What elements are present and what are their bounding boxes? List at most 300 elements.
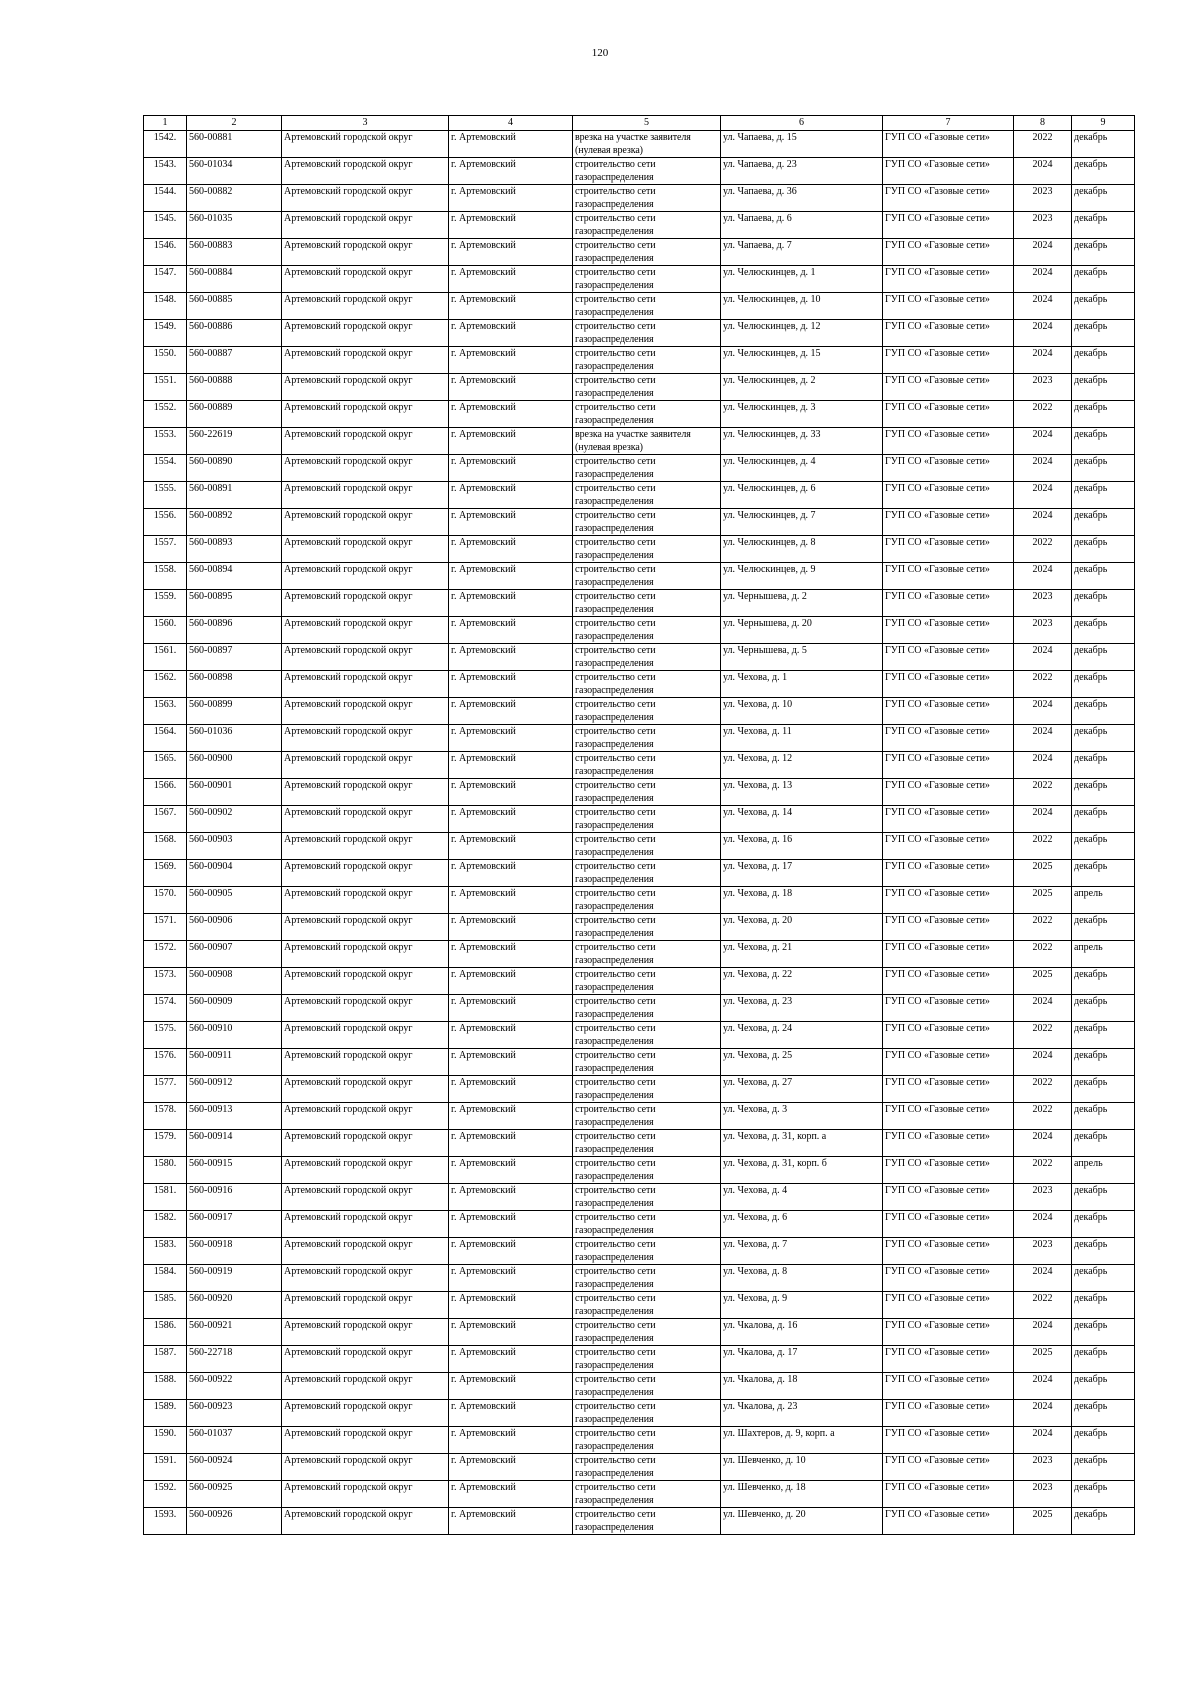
municipality-cell: Артемовский городской округ (282, 455, 449, 482)
year-cell: 2023 (1014, 1481, 1072, 1508)
row-number-cell: 1593. (144, 1508, 187, 1535)
operator-cell: ГУП СО «Газовые сети» (883, 374, 1014, 401)
month-cell: декабрь (1072, 266, 1135, 293)
work-type-cell: строительство сети газораспределения (573, 914, 721, 941)
settlement-cell: г. Артемовский (449, 1211, 573, 1238)
operator-cell: ГУП СО «Газовые сети» (883, 887, 1014, 914)
settlement-cell: г. Артемовский (449, 1400, 573, 1427)
work-type-cell: строительство сети газораспределения (573, 1319, 721, 1346)
object-code-cell: 560-00921 (187, 1319, 282, 1346)
page-number: 120 (591, 47, 609, 59)
address-cell: ул. Чернышева, д. 5 (721, 644, 883, 671)
year-cell: 2022 (1014, 536, 1072, 563)
municipality-cell: Артемовский городской округ (282, 995, 449, 1022)
object-code-cell: 560-22619 (187, 428, 282, 455)
year-cell: 2023 (1014, 374, 1072, 401)
month-cell: декабрь (1072, 1427, 1135, 1454)
header-row (144, 116, 1135, 131)
settlement-cell: г. Артемовский (449, 914, 573, 941)
month-cell: декабрь (1072, 1454, 1135, 1481)
work-type-cell: строительство сети газораспределения (573, 1481, 721, 1508)
settlement-cell: г. Артемовский (449, 671, 573, 698)
operator-cell: ГУП СО «Газовые сети» (883, 1238, 1014, 1265)
month-cell: апрель (1072, 941, 1135, 968)
year-cell: 2025 (1014, 860, 1072, 887)
year-cell: 2024 (1014, 320, 1072, 347)
object-code-cell: 560-00906 (187, 914, 282, 941)
object-code-cell: 560-00910 (187, 1022, 282, 1049)
municipality-cell: Артемовский городской округ (282, 1238, 449, 1265)
address-cell: ул. Шевченко, д. 18 (721, 1481, 883, 1508)
work-type-cell: строительство сети газораспределения (573, 347, 721, 374)
row-number-cell: 1588. (144, 1373, 187, 1400)
table-row (144, 1265, 1135, 1292)
month-cell: декабрь (1072, 428, 1135, 455)
year-cell: 2024 (1014, 347, 1072, 374)
object-code-cell: 560-00917 (187, 1211, 282, 1238)
municipality-cell: Артемовский городской округ (282, 887, 449, 914)
settlement-cell: г. Артемовский (449, 1508, 573, 1535)
address-cell: ул. Чапаева, д. 6 (721, 212, 883, 239)
municipality-cell: Артемовский городской округ (282, 1373, 449, 1400)
municipality-cell: Артемовский городской округ (282, 131, 449, 158)
settlement-cell: г. Артемовский (449, 185, 573, 212)
month-cell: декабрь (1072, 1049, 1135, 1076)
municipality-cell: Артемовский городской округ (282, 509, 449, 536)
work-type-cell: врезка на участке заявителя (нулевая врезка) (573, 428, 721, 455)
row-number-cell: 1553. (144, 428, 187, 455)
operator-cell: ГУП СО «Газовые сети» (883, 1103, 1014, 1130)
address-cell: ул. Чернышева, д. 2 (721, 590, 883, 617)
month-cell: декабрь (1072, 1265, 1135, 1292)
row-number-cell: 1559. (144, 590, 187, 617)
month-cell: декабрь (1072, 1292, 1135, 1319)
month-cell: декабрь (1072, 293, 1135, 320)
settlement-cell: г. Артемовский (449, 1103, 573, 1130)
month-cell: декабрь (1072, 347, 1135, 374)
address-cell: ул. Челюскинцев, д. 3 (721, 401, 883, 428)
row-number-cell: 1577. (144, 1076, 187, 1103)
table-row (144, 1130, 1135, 1157)
row-number-cell: 1582. (144, 1211, 187, 1238)
month-cell: декабрь (1072, 131, 1135, 158)
work-type-cell: врезка на участке заявителя (нулевая врезка) (573, 131, 721, 158)
work-type-cell: строительство сети газораспределения (573, 455, 721, 482)
municipality-cell: Артемовский городской округ (282, 212, 449, 239)
work-type-cell: строительство сети газораспределения (573, 617, 721, 644)
settlement-cell: г. Артемовский (449, 212, 573, 239)
work-type-cell: строительство сети газораспределения (573, 833, 721, 860)
address-cell: ул. Шевченко, д. 10 (721, 1454, 883, 1481)
row-number-cell: 1562. (144, 671, 187, 698)
municipality-cell: Артемовский городской округ (282, 1022, 449, 1049)
work-type-cell: строительство сети газораспределения (573, 401, 721, 428)
operator-cell: ГУП СО «Газовые сети» (883, 914, 1014, 941)
municipality-cell: Артемовский городской округ (282, 563, 449, 590)
settlement-cell: г. Артемовский (449, 266, 573, 293)
table-row (144, 1103, 1135, 1130)
operator-cell: ГУП СО «Газовые сети» (883, 725, 1014, 752)
settlement-cell: г. Артемовский (449, 806, 573, 833)
settlement-cell: г. Артемовский (449, 428, 573, 455)
address-cell: ул. Челюскинцев, д. 15 (721, 347, 883, 374)
municipality-cell: Артемовский городской округ (282, 644, 449, 671)
table-row (144, 536, 1135, 563)
year-cell: 2024 (1014, 698, 1072, 725)
month-cell: декабрь (1072, 860, 1135, 887)
year-cell: 2024 (1014, 1049, 1072, 1076)
address-cell: ул. Чапаева, д. 7 (721, 239, 883, 266)
settlement-cell: г. Артемовский (449, 482, 573, 509)
address-cell: ул. Чехова, д. 8 (721, 1265, 883, 1292)
settlement-cell: г. Артемовский (449, 158, 573, 185)
year-cell: 2024 (1014, 752, 1072, 779)
address-cell: ул. Чехова, д. 6 (721, 1211, 883, 1238)
operator-cell: ГУП СО «Газовые сети» (883, 482, 1014, 509)
address-cell: ул. Чехова, д. 31, корп. а (721, 1130, 883, 1157)
year-cell: 2022 (1014, 1292, 1072, 1319)
work-type-cell: строительство сети газораспределения (573, 671, 721, 698)
municipality-cell: Артемовский городской округ (282, 1076, 449, 1103)
column-header: 7 (883, 116, 1014, 131)
municipality-cell: Артемовский городской округ (282, 941, 449, 968)
table-row (144, 158, 1135, 185)
settlement-cell: г. Артемовский (449, 1427, 573, 1454)
table-body (144, 131, 1135, 1535)
table-row (144, 320, 1135, 347)
object-code-cell: 560-00918 (187, 1238, 282, 1265)
year-cell: 2023 (1014, 212, 1072, 239)
month-cell: декабрь (1072, 1130, 1135, 1157)
operator-cell: ГУП СО «Газовые сети» (883, 1157, 1014, 1184)
row-number-cell: 1585. (144, 1292, 187, 1319)
address-cell: ул. Шевченко, д. 20 (721, 1508, 883, 1535)
year-cell: 2023 (1014, 590, 1072, 617)
row-number-cell: 1573. (144, 968, 187, 995)
row-number-cell: 1544. (144, 185, 187, 212)
table-row (144, 806, 1135, 833)
operator-cell: ГУП СО «Газовые сети» (883, 644, 1014, 671)
municipality-cell: Артемовский городской округ (282, 806, 449, 833)
municipality-cell: Артемовский городской округ (282, 1508, 449, 1535)
settlement-cell: г. Артемовский (449, 563, 573, 590)
operator-cell: ГУП СО «Газовые сети» (883, 1130, 1014, 1157)
settlement-cell: г. Артемовский (449, 833, 573, 860)
work-type-cell: строительство сети газораспределения (573, 1508, 721, 1535)
table-row (144, 1400, 1135, 1427)
work-type-cell: строительство сети газораспределения (573, 374, 721, 401)
settlement-cell: г. Артемовский (449, 1184, 573, 1211)
row-number-cell: 1554. (144, 455, 187, 482)
work-type-cell: строительство сети газораспределения (573, 1265, 721, 1292)
operator-cell: ГУП СО «Газовые сети» (883, 185, 1014, 212)
address-cell: ул. Челюскинцев, д. 12 (721, 320, 883, 347)
work-type-cell: строительство сети газораспределения (573, 1292, 721, 1319)
work-type-cell: строительство сети газораспределения (573, 1103, 721, 1130)
municipality-cell: Артемовский городской округ (282, 590, 449, 617)
work-type-cell: строительство сети газораспределения (573, 1400, 721, 1427)
year-cell: 2025 (1014, 1346, 1072, 1373)
address-cell: ул. Чехова, д. 7 (721, 1238, 883, 1265)
month-cell: декабрь (1072, 239, 1135, 266)
settlement-cell: г. Артемовский (449, 1049, 573, 1076)
settlement-cell: г. Артемовский (449, 455, 573, 482)
operator-cell: ГУП СО «Газовые сети» (883, 995, 1014, 1022)
settlement-cell: г. Артемовский (449, 1319, 573, 1346)
row-number-cell: 1572. (144, 941, 187, 968)
column-header: 5 (573, 116, 721, 131)
object-code-cell: 560-00887 (187, 347, 282, 374)
table-row (144, 239, 1135, 266)
table-row (144, 1184, 1135, 1211)
table-row (144, 995, 1135, 1022)
object-code-cell: 560-00882 (187, 185, 282, 212)
year-cell: 2024 (1014, 995, 1072, 1022)
address-cell: ул. Чехова, д. 23 (721, 995, 883, 1022)
municipality-cell: Артемовский городской округ (282, 1049, 449, 1076)
work-type-cell: строительство сети газораспределения (573, 806, 721, 833)
settlement-cell: г. Артемовский (449, 995, 573, 1022)
settlement-cell: г. Артемовский (449, 1481, 573, 1508)
settlement-cell: г. Артемовский (449, 347, 573, 374)
operator-cell: ГУП СО «Газовые сети» (883, 293, 1014, 320)
year-cell: 2025 (1014, 968, 1072, 995)
row-number-cell: 1569. (144, 860, 187, 887)
address-cell: ул. Чкалова, д. 16 (721, 1319, 883, 1346)
year-cell: 2024 (1014, 1427, 1072, 1454)
row-number-cell: 1592. (144, 1481, 187, 1508)
row-number-cell: 1545. (144, 212, 187, 239)
row-number-cell: 1567. (144, 806, 187, 833)
operator-cell: ГУП СО «Газовые сети» (883, 1076, 1014, 1103)
municipality-cell: Артемовский городской округ (282, 347, 449, 374)
operator-cell: ГУП СО «Газовые сети» (883, 212, 1014, 239)
operator-cell: ГУП СО «Газовые сети» (883, 1373, 1014, 1400)
work-type-cell: строительство сети газораспределения (573, 482, 721, 509)
work-type-cell: строительство сети газораспределения (573, 563, 721, 590)
month-cell: декабрь (1072, 536, 1135, 563)
object-code-cell: 560-00886 (187, 320, 282, 347)
month-cell: декабрь (1072, 158, 1135, 185)
work-type-cell: строительство сети газораспределения (573, 1130, 721, 1157)
municipality-cell: Артемовский городской округ (282, 1130, 449, 1157)
address-cell: ул. Чехова, д. 9 (721, 1292, 883, 1319)
address-cell: ул. Чехова, д. 11 (721, 725, 883, 752)
register-table (143, 115, 1135, 1535)
object-code-cell: 560-00884 (187, 266, 282, 293)
settlement-cell: г. Артемовский (449, 1373, 573, 1400)
row-number-cell: 1548. (144, 293, 187, 320)
month-cell: декабрь (1072, 482, 1135, 509)
object-code-cell: 560-00905 (187, 887, 282, 914)
address-cell: ул. Челюскинцев, д. 10 (721, 293, 883, 320)
month-cell: декабрь (1072, 968, 1135, 995)
operator-cell: ГУП СО «Газовые сети» (883, 617, 1014, 644)
operator-cell: ГУП СО «Газовые сети» (883, 1319, 1014, 1346)
address-cell: ул. Челюскинцев, д. 9 (721, 563, 883, 590)
municipality-cell: Артемовский городской округ (282, 1292, 449, 1319)
municipality-cell: Артемовский городской округ (282, 320, 449, 347)
month-cell: декабрь (1072, 401, 1135, 428)
row-number-cell: 1561. (144, 644, 187, 671)
settlement-cell: г. Артемовский (449, 752, 573, 779)
object-code-cell: 560-00881 (187, 131, 282, 158)
settlement-cell: г. Артемовский (449, 779, 573, 806)
address-cell: ул. Чехова, д. 27 (721, 1076, 883, 1103)
year-cell: 2024 (1014, 158, 1072, 185)
address-cell: ул. Чехова, д. 31, корп. б (721, 1157, 883, 1184)
month-cell: декабрь (1072, 1076, 1135, 1103)
month-cell: декабрь (1072, 455, 1135, 482)
operator-cell: ГУП СО «Газовые сети» (883, 941, 1014, 968)
settlement-cell: г. Артемовский (449, 374, 573, 401)
address-cell: ул. Чехова, д. 21 (721, 941, 883, 968)
month-cell: декабрь (1072, 779, 1135, 806)
work-type-cell: строительство сети газораспределения (573, 725, 721, 752)
table-row (144, 1292, 1135, 1319)
table-row (144, 752, 1135, 779)
year-cell: 2024 (1014, 806, 1072, 833)
year-cell: 2024 (1014, 1319, 1072, 1346)
settlement-cell: г. Артемовский (449, 725, 573, 752)
operator-cell: ГУП СО «Газовые сети» (883, 455, 1014, 482)
year-cell: 2023 (1014, 617, 1072, 644)
municipality-cell: Артемовский городской округ (282, 725, 449, 752)
object-code-cell: 560-00916 (187, 1184, 282, 1211)
settlement-cell: г. Артемовский (449, 887, 573, 914)
column-header: 8 (1014, 116, 1072, 131)
municipality-cell: Артемовский городской округ (282, 1211, 449, 1238)
municipality-cell: Артемовский городской округ (282, 968, 449, 995)
object-code-cell: 560-00915 (187, 1157, 282, 1184)
work-type-cell: строительство сети газораспределения (573, 1427, 721, 1454)
month-cell: декабрь (1072, 995, 1135, 1022)
object-code-cell: 560-00890 (187, 455, 282, 482)
municipality-cell: Артемовский городской округ (282, 158, 449, 185)
work-type-cell: строительство сети газораспределения (573, 239, 721, 266)
year-cell: 2024 (1014, 428, 1072, 455)
table-row (144, 887, 1135, 914)
month-cell: декабрь (1072, 1508, 1135, 1535)
operator-cell: ГУП СО «Газовые сети» (883, 1049, 1014, 1076)
operator-cell: ГУП СО «Газовые сети» (883, 1022, 1014, 1049)
operator-cell: ГУП СО «Газовые сети» (883, 1346, 1014, 1373)
object-code-cell: 560-22718 (187, 1346, 282, 1373)
operator-cell: ГУП СО «Газовые сети» (883, 266, 1014, 293)
settlement-cell: г. Артемовский (449, 1292, 573, 1319)
year-cell: 2024 (1014, 266, 1072, 293)
row-number-cell: 1549. (144, 320, 187, 347)
row-number-cell: 1574. (144, 995, 187, 1022)
municipality-cell: Артемовский городской округ (282, 833, 449, 860)
settlement-cell: г. Артемовский (449, 617, 573, 644)
object-code-cell: 560-00893 (187, 536, 282, 563)
operator-cell: ГУП СО «Газовые сети» (883, 320, 1014, 347)
operator-cell: ГУП СО «Газовые сети» (883, 428, 1014, 455)
municipality-cell: Артемовский городской округ (282, 185, 449, 212)
object-code-cell: 560-00885 (187, 293, 282, 320)
month-cell: декабрь (1072, 914, 1135, 941)
settlement-cell: г. Артемовский (449, 401, 573, 428)
settlement-cell: г. Артемовский (449, 320, 573, 347)
year-cell: 2023 (1014, 1184, 1072, 1211)
month-cell: декабрь (1072, 320, 1135, 347)
object-code-cell: 560-00907 (187, 941, 282, 968)
address-cell: ул. Чехова, д. 25 (721, 1049, 883, 1076)
object-code-cell: 560-00920 (187, 1292, 282, 1319)
address-cell: ул. Чехова, д. 14 (721, 806, 883, 833)
row-number-cell: 1546. (144, 239, 187, 266)
year-cell: 2024 (1014, 563, 1072, 590)
month-cell: декабрь (1072, 1238, 1135, 1265)
month-cell: декабрь (1072, 698, 1135, 725)
object-code-cell: 560-00901 (187, 779, 282, 806)
operator-cell: ГУП СО «Газовые сети» (883, 860, 1014, 887)
object-code-cell: 560-00888 (187, 374, 282, 401)
month-cell: декабрь (1072, 833, 1135, 860)
address-cell: ул. Чехова, д. 20 (721, 914, 883, 941)
table-row (144, 1211, 1135, 1238)
object-code-cell: 560-01035 (187, 212, 282, 239)
month-cell: декабрь (1072, 563, 1135, 590)
operator-cell: ГУП СО «Газовые сети» (883, 698, 1014, 725)
object-code-cell: 560-00896 (187, 617, 282, 644)
year-cell: 2022 (1014, 941, 1072, 968)
municipality-cell: Артемовский городской округ (282, 374, 449, 401)
work-type-cell: строительство сети газораспределения (573, 1238, 721, 1265)
year-cell: 2024 (1014, 1373, 1072, 1400)
object-code-cell: 560-00913 (187, 1103, 282, 1130)
operator-cell: ГУП СО «Газовые сети» (883, 806, 1014, 833)
row-number-cell: 1589. (144, 1400, 187, 1427)
table-row (144, 698, 1135, 725)
row-number-cell: 1578. (144, 1103, 187, 1130)
object-code-cell: 560-00909 (187, 995, 282, 1022)
object-code-cell: 560-00897 (187, 644, 282, 671)
year-cell: 2024 (1014, 239, 1072, 266)
municipality-cell: Артемовский городской округ (282, 779, 449, 806)
row-number-cell: 1579. (144, 1130, 187, 1157)
work-type-cell: строительство сети газораспределения (573, 158, 721, 185)
table-row (144, 428, 1135, 455)
month-cell: декабрь (1072, 1184, 1135, 1211)
work-type-cell: строительство сети газораспределения (573, 509, 721, 536)
operator-cell: ГУП СО «Газовые сети» (883, 1211, 1014, 1238)
month-cell: декабрь (1072, 1481, 1135, 1508)
month-cell: декабрь (1072, 1022, 1135, 1049)
table-row (144, 1346, 1135, 1373)
settlement-cell: г. Артемовский (449, 239, 573, 266)
municipality-cell: Артемовский городской округ (282, 293, 449, 320)
municipality-cell: Артемовский городской округ (282, 482, 449, 509)
operator-cell: ГУП СО «Газовые сети» (883, 1427, 1014, 1454)
year-cell: 2024 (1014, 482, 1072, 509)
object-code-cell: 560-01036 (187, 725, 282, 752)
work-type-cell: строительство сети газораспределения (573, 266, 721, 293)
column-header: 3 (282, 116, 449, 131)
operator-cell: ГУП СО «Газовые сети» (883, 1400, 1014, 1427)
object-code-cell: 560-00904 (187, 860, 282, 887)
table-row (144, 1508, 1135, 1535)
row-number-cell: 1586. (144, 1319, 187, 1346)
table-row (144, 1319, 1135, 1346)
work-type-cell: строительство сети газораспределения (573, 860, 721, 887)
settlement-cell: г. Артемовский (449, 536, 573, 563)
month-cell: декабрь (1072, 185, 1135, 212)
year-cell: 2024 (1014, 1265, 1072, 1292)
object-code-cell: 560-00922 (187, 1373, 282, 1400)
work-type-cell: строительство сети газораспределения (573, 320, 721, 347)
